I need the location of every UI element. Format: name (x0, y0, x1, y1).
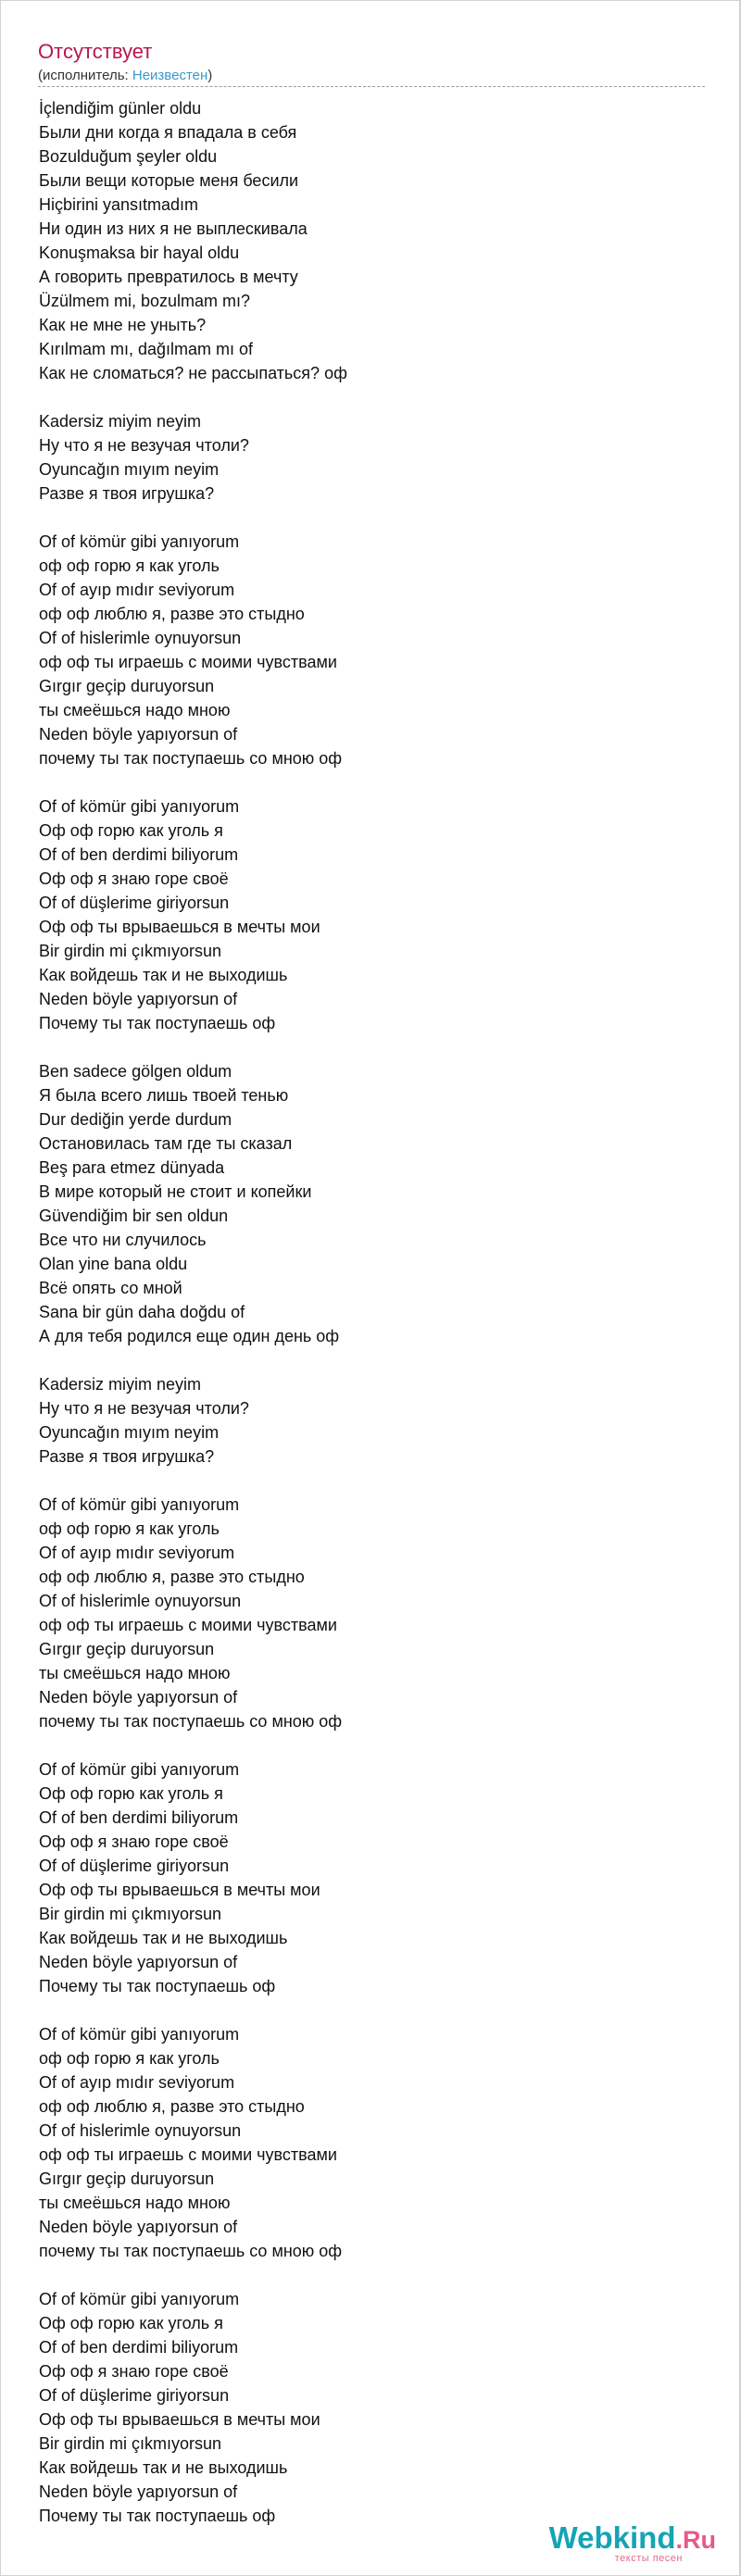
lyric-line: оф оф люблю я, разве это стыдно (39, 1568, 305, 1586)
lyric-line: Были дни когда я впадала в себя (39, 123, 297, 142)
lyric-line: Of of kömür gibi yanıyorum (39, 2025, 240, 2044)
lyric-line: Bir girdin mi çıkmıyorsun (39, 2434, 222, 2453)
song-title: Отсутствует (38, 40, 153, 63)
lyric-line: Оф оф ты врываешься в мечты мои (39, 1881, 320, 1899)
lyric-line: Gırgır geçip duruyorsun (39, 1640, 215, 1658)
stanza (39, 409, 687, 506)
lyric-line: Оф оф я знаю горе своё (39, 2362, 229, 2381)
artist-link[interactable]: Неизвестен (132, 68, 208, 83)
stanza-gap (39, 1035, 687, 1059)
logo-tagline: тексты песен (614, 2553, 683, 2564)
lyric-line: Üzülmem mi, bozulmam mı? (39, 292, 251, 310)
lyric-line: Of of kömür gibi yanıyorum (39, 2290, 240, 2308)
lyric-line: Neden böyle yapıyorsun of (39, 2218, 238, 2236)
lyrics-body (39, 96, 687, 2528)
lyric-line: Of of kömür gibi yanıyorum (39, 532, 240, 551)
lyric-line: Bir girdin mi çıkmıyorsun (39, 1905, 222, 1923)
stanza-gap (39, 1469, 687, 1493)
lyric-line: Oyuncağın mıyım neyim (39, 460, 220, 479)
stanza (39, 1757, 687, 1998)
lyric-line: Of of kömür gibi yanıyorum (39, 797, 240, 816)
lyric-line: Of of hislerimle oynuyorsun (39, 629, 242, 647)
title-divider (38, 86, 705, 87)
stanza-gap (39, 506, 687, 530)
logo-wordmark (549, 2522, 716, 2553)
lyric-line: оф оф горю я как уголь (39, 556, 220, 575)
lyric-line: почему ты так поступаешь со мною оф (39, 749, 343, 768)
lyric-line: Beş para etmez dünyada (39, 1158, 225, 1177)
lyric-line: Как войдешь так и не выходишь (39, 2458, 288, 2477)
lyric-line: Of of ben derdimi biliyorum (39, 2338, 239, 2357)
stanza-gap (39, 1998, 687, 2022)
lyric-line: Почему ты так поступаешь оф (39, 1014, 276, 1032)
lyric-line: Ben sadece gölgen oldum (39, 1062, 232, 1081)
site-logo[interactable] (549, 2522, 716, 2564)
stanza-gap (39, 1733, 687, 1757)
lyric-line: Olan yine bana oldu (39, 1255, 188, 1273)
lyric-line: Gırgır geçip duruyorsun (39, 677, 215, 695)
stanza (39, 1372, 687, 1469)
lyric-line: Ни один из них я не выплескивала (39, 219, 308, 238)
lyric-line: Of of hislerimle oynuyorsun (39, 2121, 242, 2140)
lyric-line: ты смеёшься надо мною (39, 1664, 231, 1682)
lyric-line: Of of kömür gibi yanıyorum (39, 1495, 240, 1514)
lyric-line: ты смеёшься надо мною (39, 701, 231, 719)
lyric-line: Güvendiğim bir sen oldun (39, 1207, 229, 1225)
stanza (39, 1493, 687, 1733)
lyric-line: Neden böyle yapıyorsun of (39, 990, 238, 1008)
lyric-line: Oyuncağın mıyım neyim (39, 1423, 220, 1442)
lyric-line: Оф оф горю как уголь я (39, 821, 223, 840)
stanza (39, 96, 687, 385)
lyric-line: Of of ben derdimi biliyorum (39, 845, 239, 864)
lyric-line: Почему ты так поступаешь оф (39, 1977, 276, 1995)
lyric-line: Neden böyle yapıyorsun of (39, 1688, 238, 1707)
lyric-line: Оф оф горю как уголь я (39, 1784, 223, 1803)
lyric-line: Как не сломаться? не рассыпаться? оф (39, 364, 347, 382)
byline-suffix: ) (207, 68, 213, 83)
lyric-line: Kadersiz miyim neyim (39, 412, 202, 431)
lyric-line: почему ты так поступаешь со мною оф (39, 2242, 343, 2260)
byline (38, 68, 212, 84)
lyric-line: А для тебя родился еще один день оф (39, 1327, 340, 1345)
stanza-gap (39, 385, 687, 409)
lyric-line: Оф оф я знаю горе своё (39, 1832, 229, 1851)
logo-name: Webkind (548, 2520, 676, 2555)
lyric-line: Hiçbirini yansıtmadım (39, 195, 199, 214)
lyric-line: А говорить превратилось в мечту (39, 268, 298, 286)
lyric-line: Были вещи которые меня бесили (39, 171, 299, 190)
lyric-line: Как войдешь так и не выходишь (39, 1929, 288, 1947)
lyric-line: Ну что я не везучая чтоли? (39, 436, 249, 455)
lyric-line: оф оф люблю я, разве это стыдно (39, 2097, 305, 2116)
stanza-gap (39, 2263, 687, 2287)
lyric-line: оф оф горю я как уголь (39, 2049, 220, 2068)
stanza (39, 530, 687, 770)
lyric-line: Bir girdin mi çıkmıyorsun (39, 942, 222, 960)
lyric-line: Of of ayıp mıdır seviyorum (39, 2073, 235, 2092)
lyric-line: Kadersiz miyim neyim (39, 1375, 202, 1394)
stanza-gap (39, 1348, 687, 1372)
lyric-line: Of of ayıp mıdır seviyorum (39, 1544, 235, 1562)
lyric-line: оф оф люблю я, разве это стыдно (39, 605, 305, 623)
lyric-line: Of of kömür gibi yanıyorum (39, 1760, 240, 1779)
lyric-line: Оф оф горю как уголь я (39, 2314, 223, 2332)
lyric-line: оф оф ты играешь с моими чувствами (39, 653, 337, 671)
lyric-line: Of of hislerimle oynuyorsun (39, 1592, 242, 1610)
lyric-line: İçlendiğim günler oldu (39, 99, 202, 118)
lyric-line: оф оф ты играешь с моими чувствами (39, 1616, 337, 1634)
lyric-line: оф оф горю я как уголь (39, 1519, 220, 1538)
stanza-gap (39, 770, 687, 794)
lyric-line: Ну что я не везучая чтоли? (39, 1399, 249, 1418)
stanza (39, 2022, 687, 2263)
lyric-line: Оф оф ты врываешься в мечты мои (39, 2410, 320, 2429)
lyric-line: В мире который не стоит и копейки (39, 1182, 312, 1201)
lyric-line: Sana bir gün daha doğdu of (39, 1303, 245, 1321)
logo-tld: .Ru (675, 2526, 716, 2554)
lyric-line: Я была всего лишь твоей тенью (39, 1086, 289, 1105)
lyric-line: Of of ben derdimi biliyorum (39, 1808, 239, 1827)
lyric-line: Все что ни случилось (39, 1231, 207, 1249)
stanza (39, 1059, 687, 1348)
lyric-line: Of of düşlerime giriyorsun (39, 894, 230, 912)
stanza (39, 794, 687, 1035)
stanza (39, 2287, 687, 2528)
lyric-line: почему ты так поступаешь со мною оф (39, 1712, 343, 1731)
lyric-line: Bozulduğum şeyler oldu (39, 147, 218, 166)
lyric-line: Of of ayıp mıdır seviyorum (39, 581, 235, 599)
lyric-line: оф оф ты играешь с моими чувствами (39, 2145, 337, 2164)
lyric-line: Of of düşlerime giriyorsun (39, 1857, 230, 1875)
lyric-line: Оф оф я знаю горе своё (39, 869, 229, 888)
lyric-line: Остановилась там где ты сказал (39, 1134, 293, 1153)
byline-prefix: (исполнитель: (38, 68, 132, 83)
lyric-line: Почему ты так поступаешь оф (39, 2507, 276, 2525)
lyric-line: Как не мне не уныть? (39, 316, 207, 334)
lyric-line: Разве я твоя игрушка? (39, 1447, 215, 1466)
lyric-line: Всё опять со мной (39, 1279, 182, 1297)
lyric-line: Of of düşlerime giriyorsun (39, 2386, 230, 2405)
lyric-line: Gırgır geçip duruyorsun (39, 2170, 215, 2188)
lyric-line: Neden böyle yapıyorsun of (39, 725, 238, 744)
lyric-line: Dur dediğin yerde durdum (39, 1110, 232, 1129)
lyric-line: Neden böyle yapıyorsun of (39, 1953, 238, 1971)
lyric-line: Разве я твоя игрушка? (39, 484, 215, 503)
lyric-line: ты смеёшься надо мною (39, 2194, 231, 2212)
lyric-line: Оф оф ты врываешься в мечты мои (39, 918, 320, 936)
lyric-line: Как войдешь так и не выходишь (39, 966, 288, 984)
lyric-line: Kırılmam mı, dağılmam mı of (39, 340, 254, 358)
lyric-line: Konuşmaksa bir hayal oldu (39, 244, 240, 262)
lyric-line: Neden böyle yapıyorsun of (39, 2482, 238, 2501)
